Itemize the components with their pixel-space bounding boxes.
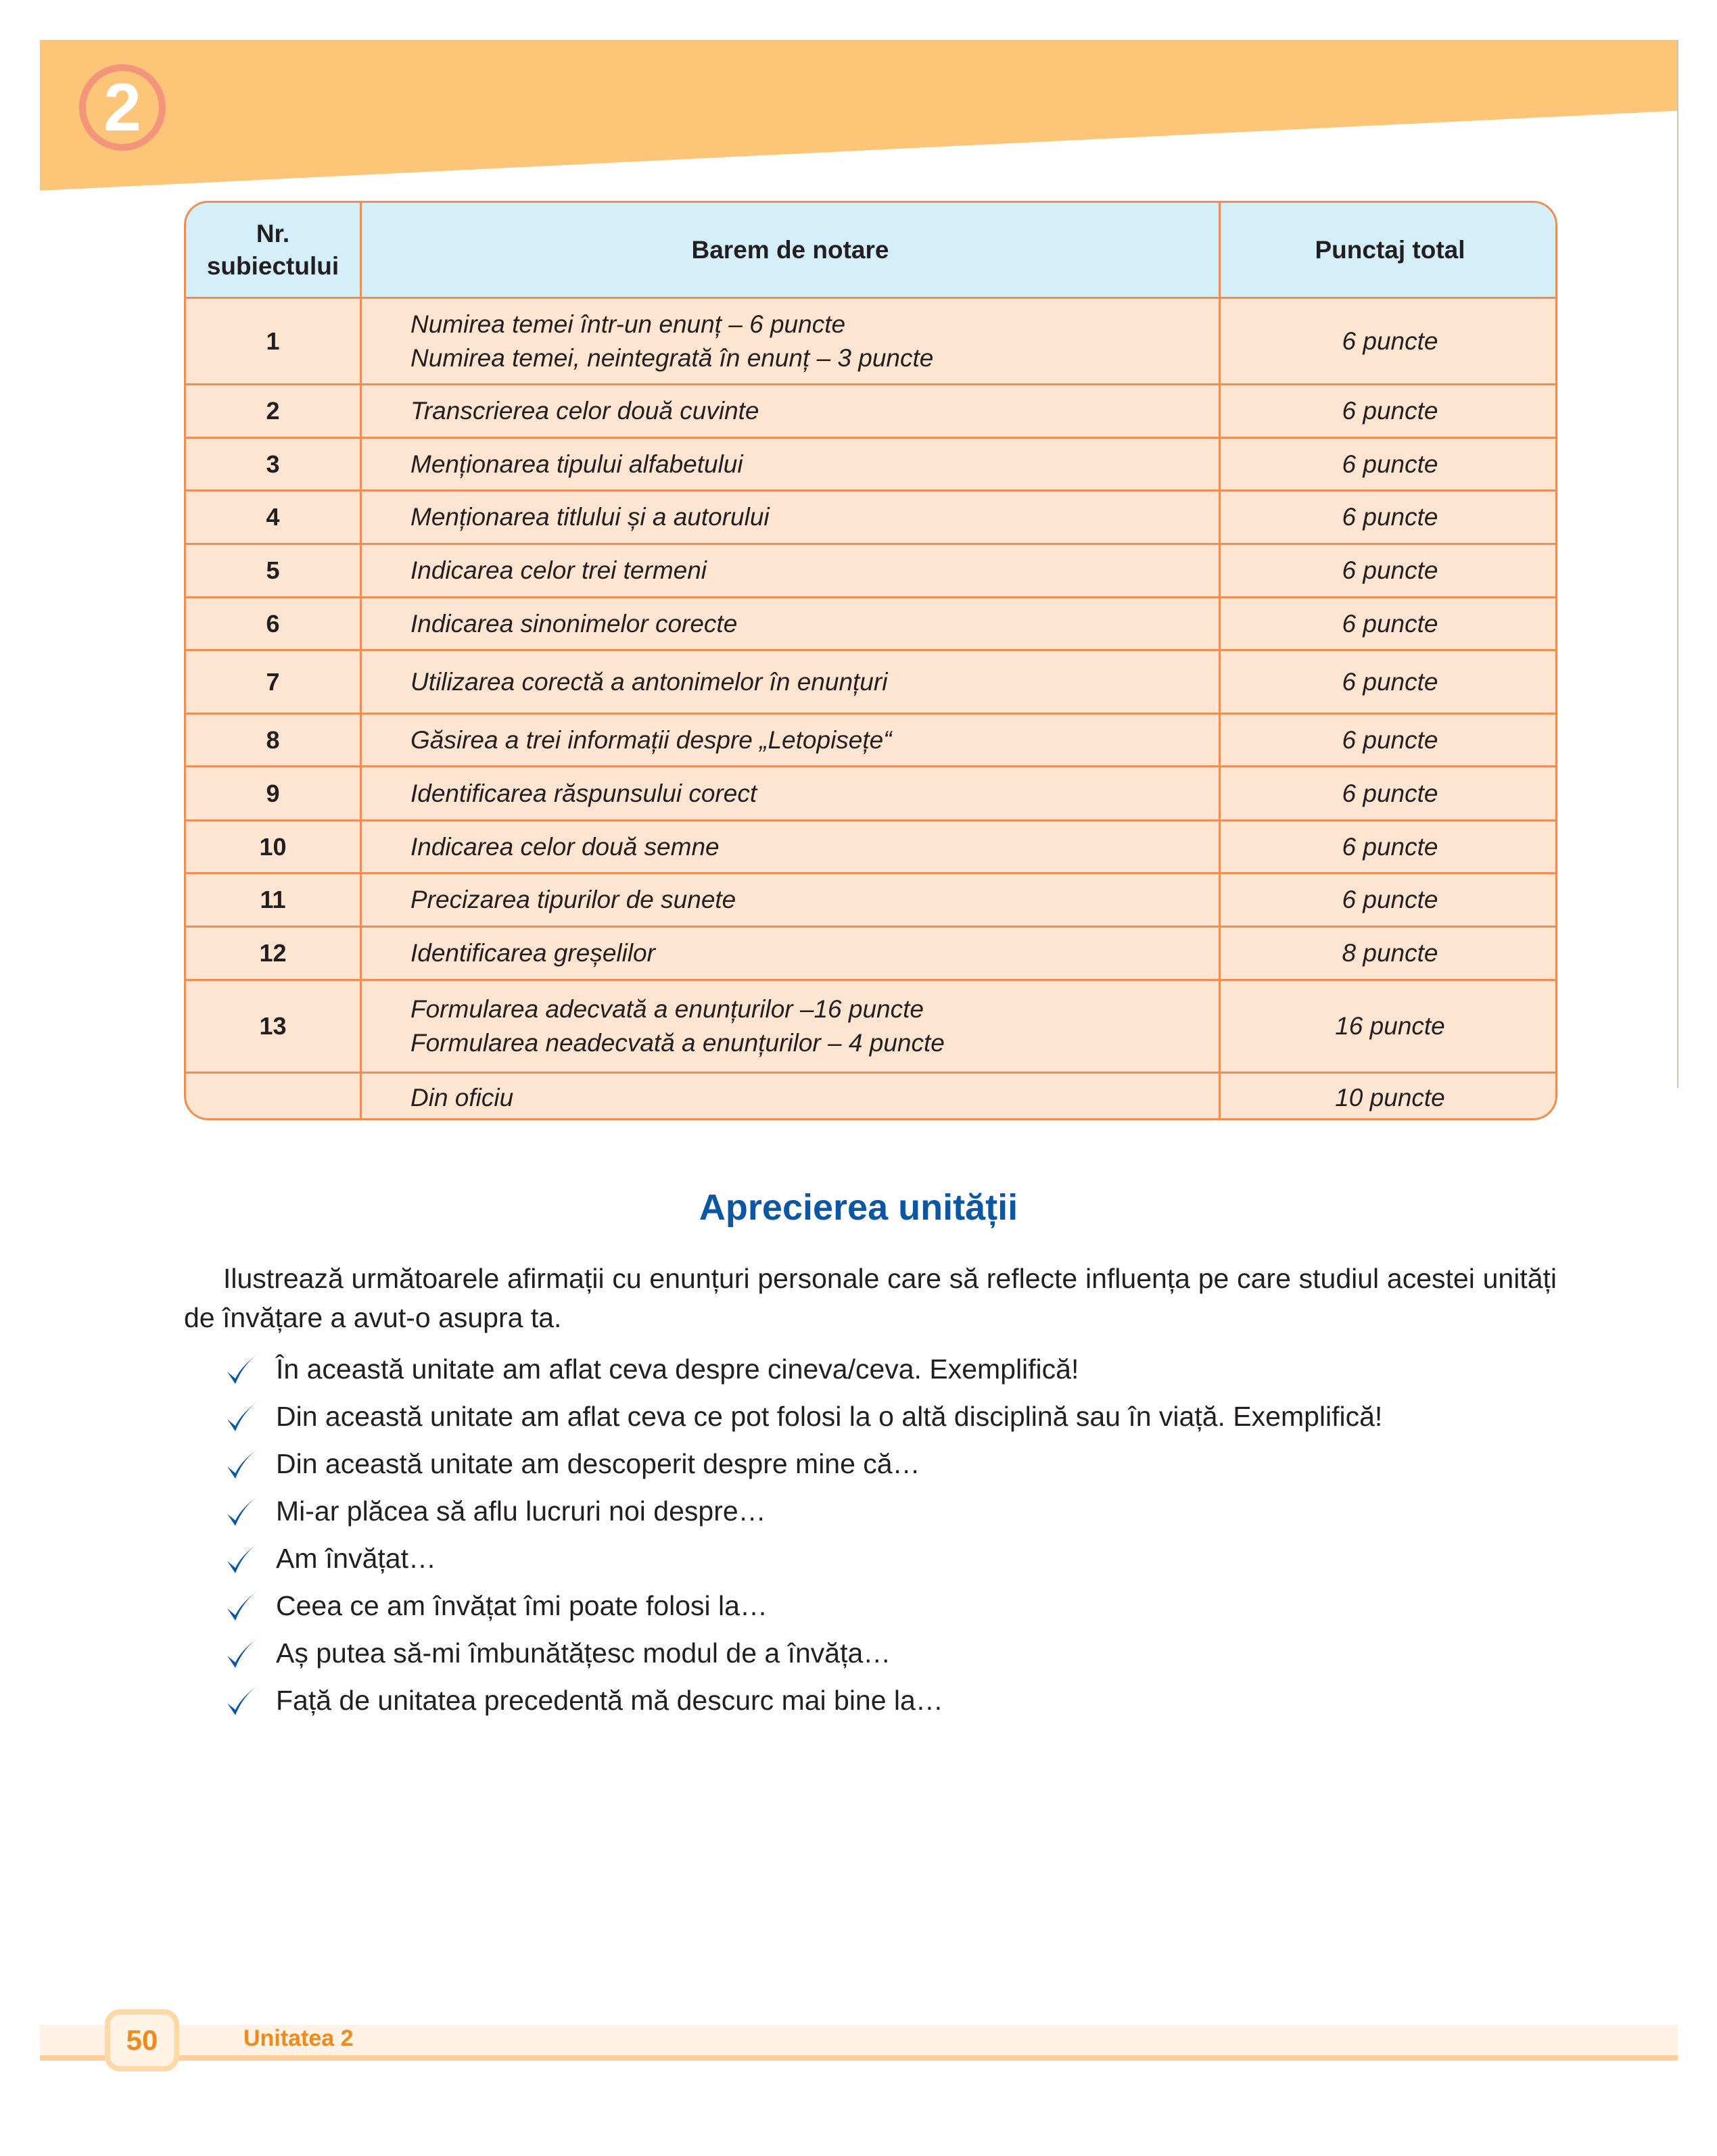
cell-punctaj: 8 puncte xyxy=(1219,928,1557,979)
checklist-item-text: Am învățat… xyxy=(276,1542,436,1574)
checklist-item xyxy=(223,1629,1382,1677)
checkmark-icon xyxy=(223,1491,264,1531)
cell-nr: 10 xyxy=(259,832,287,861)
table-row xyxy=(186,649,1555,713)
page-number-box xyxy=(105,2009,179,2071)
unit-number-badge xyxy=(79,64,166,151)
barem-line: Formularea adecvată a enunțurilor –16 puncte xyxy=(410,995,924,1023)
footer-line xyxy=(40,2055,1678,2061)
checklist-item-text: Mi-ar plăcea să aflu lucruri noi despre… xyxy=(276,1495,766,1527)
table-row xyxy=(186,926,1555,979)
checklist-item xyxy=(223,1440,1382,1487)
checklist-item-text: Din această unitate am aflat ceva ce pot folosi la o altă disciplină sau în viață. Exemplifică! xyxy=(276,1400,1383,1432)
barem-line: Transcrierea celor două cuvinte xyxy=(410,397,759,425)
barem-line: Formularea neadecvată a enunțurilor – 4 puncte xyxy=(410,1029,945,1057)
cell-barem xyxy=(360,598,1219,649)
unit-number: 2 xyxy=(103,69,141,145)
cell-punctaj: 6 puncte xyxy=(1219,651,1557,713)
barem-line: Precizarea tipurilor de sunete xyxy=(410,886,736,913)
checkmark-icon xyxy=(223,1538,264,1579)
cell-barem xyxy=(360,715,1219,765)
cell-nr: 13 xyxy=(259,1012,287,1040)
table-row xyxy=(186,819,1555,872)
barem-line: Indicarea celor trei termeni xyxy=(410,556,707,584)
checklist-item xyxy=(223,1487,1382,1535)
barem-line: Identificarea răspunsului corect xyxy=(410,779,757,807)
barem-line: Menționarea titlului și a autorului xyxy=(410,503,770,531)
checkmark-icon xyxy=(223,1443,264,1484)
table-row xyxy=(186,1072,1555,1120)
checklist-item-text: Ceea ce am învățat îmi poate folosi la… xyxy=(276,1589,768,1621)
cell-punctaj: 16 puncte xyxy=(1219,981,1557,1072)
checklist-item-text: Față de unitatea precedentă mă descurc mai bine la… xyxy=(276,1684,943,1716)
page-number: 50 xyxy=(126,2024,158,2056)
cell-barem xyxy=(360,492,1219,543)
cell-punctaj: 6 puncte xyxy=(1219,545,1557,596)
table-row xyxy=(186,437,1555,489)
cell-nr xyxy=(186,1074,360,1120)
cell-nr: 7 xyxy=(266,667,280,696)
barem-line: Indicarea celor două semne xyxy=(410,832,720,861)
checklist-item-text: În această unitate am aflat ceva despre cineva/ceva. Exemplifică! xyxy=(276,1353,1079,1385)
header-band xyxy=(40,40,1678,191)
page-edge-line xyxy=(1677,40,1678,1088)
checklist-item xyxy=(223,1535,1382,1582)
cell-punctaj: 6 puncte xyxy=(1219,821,1557,872)
cell-barem xyxy=(360,651,1219,713)
checkmark-icon xyxy=(223,1349,264,1389)
cell-nr: 9 xyxy=(266,779,280,807)
cell-punctaj: 6 puncte xyxy=(1219,598,1557,649)
header-nr-line1: Nr. xyxy=(256,219,290,247)
cell-barem xyxy=(360,299,1219,383)
cell-nr: 11 xyxy=(260,886,286,913)
barem-line: Identificarea greșelilor xyxy=(410,939,655,967)
barem-line: Indicarea sinonimelor corecte xyxy=(410,609,738,638)
cell-nr: 5 xyxy=(266,556,280,584)
table-row xyxy=(186,596,1555,649)
cell-punctaj: 6 puncte xyxy=(1219,299,1557,383)
cell-nr: 8 xyxy=(266,725,280,754)
cell-nr: 1 xyxy=(266,327,280,355)
cell-nr: 3 xyxy=(266,450,280,478)
cell-punctaj: 6 puncte xyxy=(1219,715,1557,765)
checklist-item xyxy=(223,1393,1382,1440)
cell-barem xyxy=(360,385,1219,437)
cell-barem xyxy=(360,1074,1219,1120)
grading-table xyxy=(184,201,1557,1120)
cell-punctaj: 6 puncte xyxy=(1219,492,1557,543)
checkmark-icon xyxy=(223,1633,264,1673)
table-row xyxy=(186,713,1555,765)
header-nr-line2: subiectului xyxy=(206,251,339,280)
table-row xyxy=(186,489,1555,543)
cell-barem xyxy=(360,981,1219,1072)
checklist-item-text: Din această unitate am descoperit despre mine că… xyxy=(276,1447,920,1479)
cell-punctaj: 6 puncte xyxy=(1219,767,1557,819)
header-nr xyxy=(186,203,360,297)
cell-barem xyxy=(360,928,1219,979)
unit-label: Unitatea 2 xyxy=(243,2026,354,2051)
barem-line: Numirea temei, neintegrată în enunț – 3 puncte xyxy=(410,343,934,372)
cell-punctaj: 6 puncte xyxy=(1219,439,1557,489)
cell-punctaj: 10 puncte xyxy=(1219,1074,1557,1120)
cell-punctaj: 6 puncte xyxy=(1219,385,1557,437)
cell-nr: 6 xyxy=(266,609,280,638)
checklist xyxy=(223,1345,1382,1724)
checkmark-icon xyxy=(223,1680,264,1721)
cell-nr: 4 xyxy=(266,503,280,531)
table-row xyxy=(186,383,1555,437)
table-row xyxy=(186,297,1555,383)
header-barem: Barem de notare xyxy=(360,203,1219,297)
barem-line: Utilizarea corectă a antonimelor în enunțuri xyxy=(410,667,888,696)
cell-barem xyxy=(360,821,1219,872)
header-punctaj: Punctaj total xyxy=(1219,203,1557,297)
section-title: Aprecierea unității xyxy=(699,1187,1018,1228)
table-row xyxy=(186,543,1555,596)
cell-barem xyxy=(360,439,1219,489)
table-row xyxy=(186,765,1555,819)
cell-barem xyxy=(360,874,1219,926)
checkmark-icon xyxy=(223,1396,264,1437)
table-row xyxy=(186,872,1555,926)
cell-punctaj: 6 puncte xyxy=(1219,874,1557,926)
cell-barem xyxy=(360,545,1219,596)
checklist-item xyxy=(223,1345,1382,1393)
cell-nr: 2 xyxy=(266,397,280,425)
checklist-item xyxy=(223,1677,1382,1724)
checklist-item-text: Aș putea să-mi îmbunătățesc modul de a învăța… xyxy=(276,1637,891,1669)
cell-barem xyxy=(360,767,1219,819)
barem-line: Găsirea a trei informații despre „Letopisețe“ xyxy=(410,725,892,754)
checklist-item xyxy=(223,1582,1382,1629)
cell-nr: 12 xyxy=(259,939,287,967)
barem-line: Numirea temei într-un enunț – 6 puncte xyxy=(410,310,846,338)
checkmark-icon xyxy=(223,1585,264,1626)
barem-line: Menționarea tipului alfabetului xyxy=(410,450,743,478)
barem-line: Din oficiu xyxy=(410,1084,514,1111)
table-header-row xyxy=(186,203,1555,297)
table-row xyxy=(186,979,1555,1072)
section-intro: Ilustrează următoarele afirmații cu enunțuri personale care să reflecte influența pe care studiul acestei unități de învățare a avut-o asupra ta. xyxy=(184,1263,1557,1333)
